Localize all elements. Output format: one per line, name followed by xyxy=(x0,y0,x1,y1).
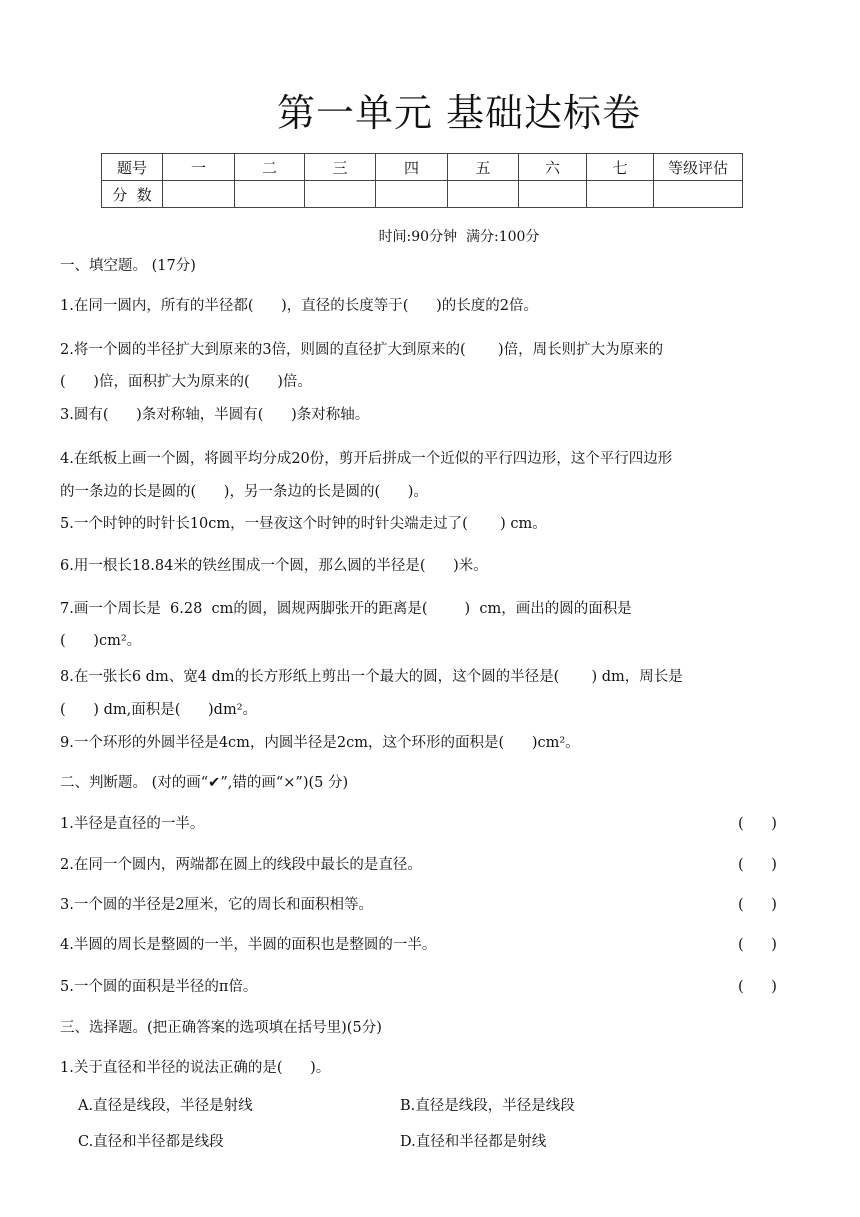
exam-title: 第一单元 基础达标卷 xyxy=(276,91,642,135)
choice-option-c[interactable]: C.直径和半径都是线段 xyxy=(78,1134,224,1150)
answer-parentheses[interactable]: ( ) xyxy=(738,857,777,873)
question-line: 1.在同一圆内，所有的半径都( )，直径的长度等于( )的长度的2倍。 xyxy=(60,298,538,314)
exam-meta: 时间:90分钟 满分:100分 xyxy=(378,229,540,245)
judge-item: 5.一个圆的面积是半径的π倍。 xyxy=(60,979,258,995)
score-header-cell: 二 xyxy=(235,154,305,181)
score-header-cell: 一 xyxy=(163,154,235,181)
answer-parentheses[interactable]: ( ) xyxy=(738,816,777,832)
choice-option-d[interactable]: D.直径和半径都是射线 xyxy=(400,1134,547,1150)
answer-parentheses[interactable]: ( ) xyxy=(738,897,777,913)
section-heading: 一、填空题。 (17分) xyxy=(60,258,196,274)
section-heading: 二、判断题。 (对的画“✔”,错的画“×”)(5 分) xyxy=(60,775,349,791)
answer-parentheses[interactable]: ( ) xyxy=(738,979,777,995)
score-cell[interactable] xyxy=(587,181,654,208)
score-header-cell: 等级评估 xyxy=(654,154,743,181)
score-row-label: 分 数 xyxy=(102,181,163,208)
judge-item: 3.一个圆的半径是2厘米，它的周长和面积相等。 xyxy=(60,897,374,913)
section-heading: 三、选择题。(把正确答案的选项填在括号里)(5分) xyxy=(60,1020,382,1036)
question-line: ( )cm²。 xyxy=(60,633,142,649)
score-table-score-row xyxy=(102,181,743,208)
question-line: 8.在一张长6 dm、宽4 dm的长方形纸上剪出一个最大的圆，这个圆的半径是( ) dm，周长是 xyxy=(60,669,683,685)
choice-question: 1.关于直径和半径的说法正确的是( )。 xyxy=(60,1060,331,1076)
score-cell[interactable] xyxy=(305,181,376,208)
judge-item: 1.半径是直径的一半。 xyxy=(60,816,205,832)
answer-parentheses[interactable]: ( ) xyxy=(738,937,777,953)
question-line: 4.在纸板上画一个圆，将圆平均分成20份，剪开后拼成一个近似的平行四边形，这个平行四边形 xyxy=(60,451,673,467)
score-cell[interactable] xyxy=(163,181,235,208)
score-cell[interactable] xyxy=(376,181,448,208)
score-cell[interactable] xyxy=(654,181,743,208)
score-table-header-row xyxy=(102,154,743,181)
score-header-cell: 题号 xyxy=(102,154,163,181)
score-header-cell: 五 xyxy=(448,154,519,181)
question-line: 7.画一个周长是 6.28 cm的圆，圆规两脚张开的距离是( ) cm，画出的圆的面积是 xyxy=(60,601,632,617)
score-cell[interactable] xyxy=(235,181,305,208)
score-header-cell: 六 xyxy=(519,154,587,181)
question-line: ( )倍，面积扩大为原来的( )倍。 xyxy=(60,374,312,390)
question-line: ( ) dm,面积是( )dm²。 xyxy=(60,702,258,718)
question-line: 6.用一根长18.84米的铁丝围成一个圆，那么圆的半径是( )米。 xyxy=(60,558,488,574)
judge-item: 2.在同一个圆内，两端都在圆上的线段中最长的是直径。 xyxy=(60,857,422,873)
score-header-cell: 四 xyxy=(376,154,448,181)
choice-option-b[interactable]: B.直径是线段，半径是线段 xyxy=(400,1098,575,1114)
score-cell[interactable] xyxy=(519,181,587,208)
question-line: 3.圆有( )条对称轴，半圆有( )条对称轴。 xyxy=(60,407,370,423)
question-line: 5.一个时钟的时针长10cm，一昼夜这个时钟的时针尖端走过了( ) cm。 xyxy=(60,516,547,532)
judge-item: 4.半圆的周长是整圆的一半，半圆的面积也是整圆的一半。 xyxy=(60,937,437,953)
score-header-cell: 三 xyxy=(305,154,376,181)
score-header-cell: 七 xyxy=(587,154,654,181)
question-line: 2.将一个圆的半径扩大到原来的3倍，则圆的直径扩大到原来的( )倍，周长则扩大为原来的 xyxy=(60,342,664,358)
score-table xyxy=(101,153,743,208)
choice-option-a[interactable]: A.直径是线段，半径是射线 xyxy=(78,1098,253,1114)
question-line: 9.一个环形的外圆半径是4cm，内圆半径是2cm，这个环形的面积是( )cm²。 xyxy=(60,735,580,751)
question-line: 的一条边的长是圆的( )，另一条边的长是圆的( )。 xyxy=(60,484,428,500)
score-cell[interactable] xyxy=(448,181,519,208)
